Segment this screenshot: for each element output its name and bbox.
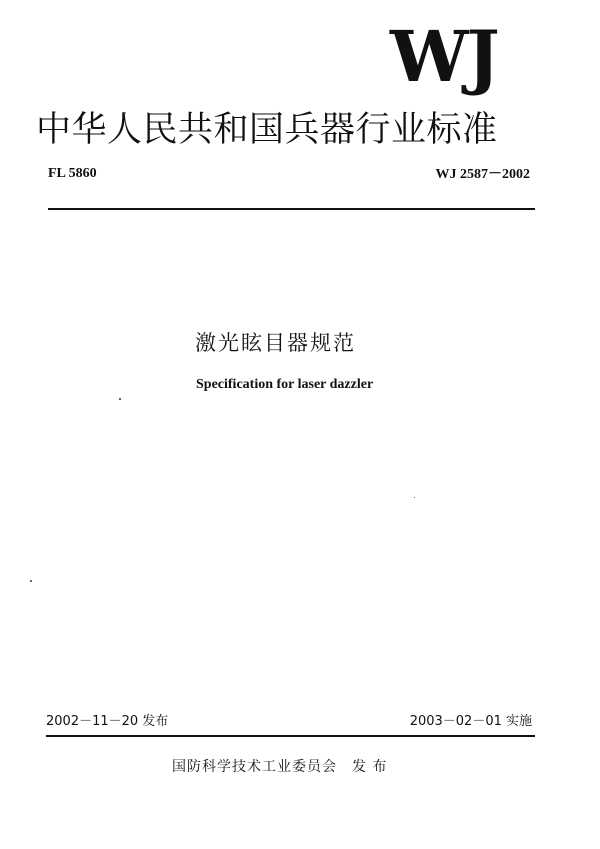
issue-date: 2002－11－20 发布 xyxy=(46,714,169,729)
scan-speck xyxy=(414,497,415,498)
implementation-date: 2003－02－01 实施 xyxy=(409,714,532,729)
standard-category-title: 中华人民共和国兵器行业标准 xyxy=(36,110,498,150)
issuing-authority: 国防科学技术工业委员会 发 布 xyxy=(172,759,388,775)
wj-logo: WJ xyxy=(390,15,498,98)
scan-speck xyxy=(119,398,121,400)
document-title-english: Specification for laser dazzler xyxy=(196,377,374,392)
document-title-chinese: 激光眩目器规范 xyxy=(195,331,356,355)
header-divider xyxy=(48,208,535,210)
footer-divider xyxy=(46,735,535,737)
standard-number: WJ 2587－2002 xyxy=(435,167,530,182)
scan-speck xyxy=(30,580,32,582)
classification-code: FL 5860 xyxy=(48,166,97,181)
